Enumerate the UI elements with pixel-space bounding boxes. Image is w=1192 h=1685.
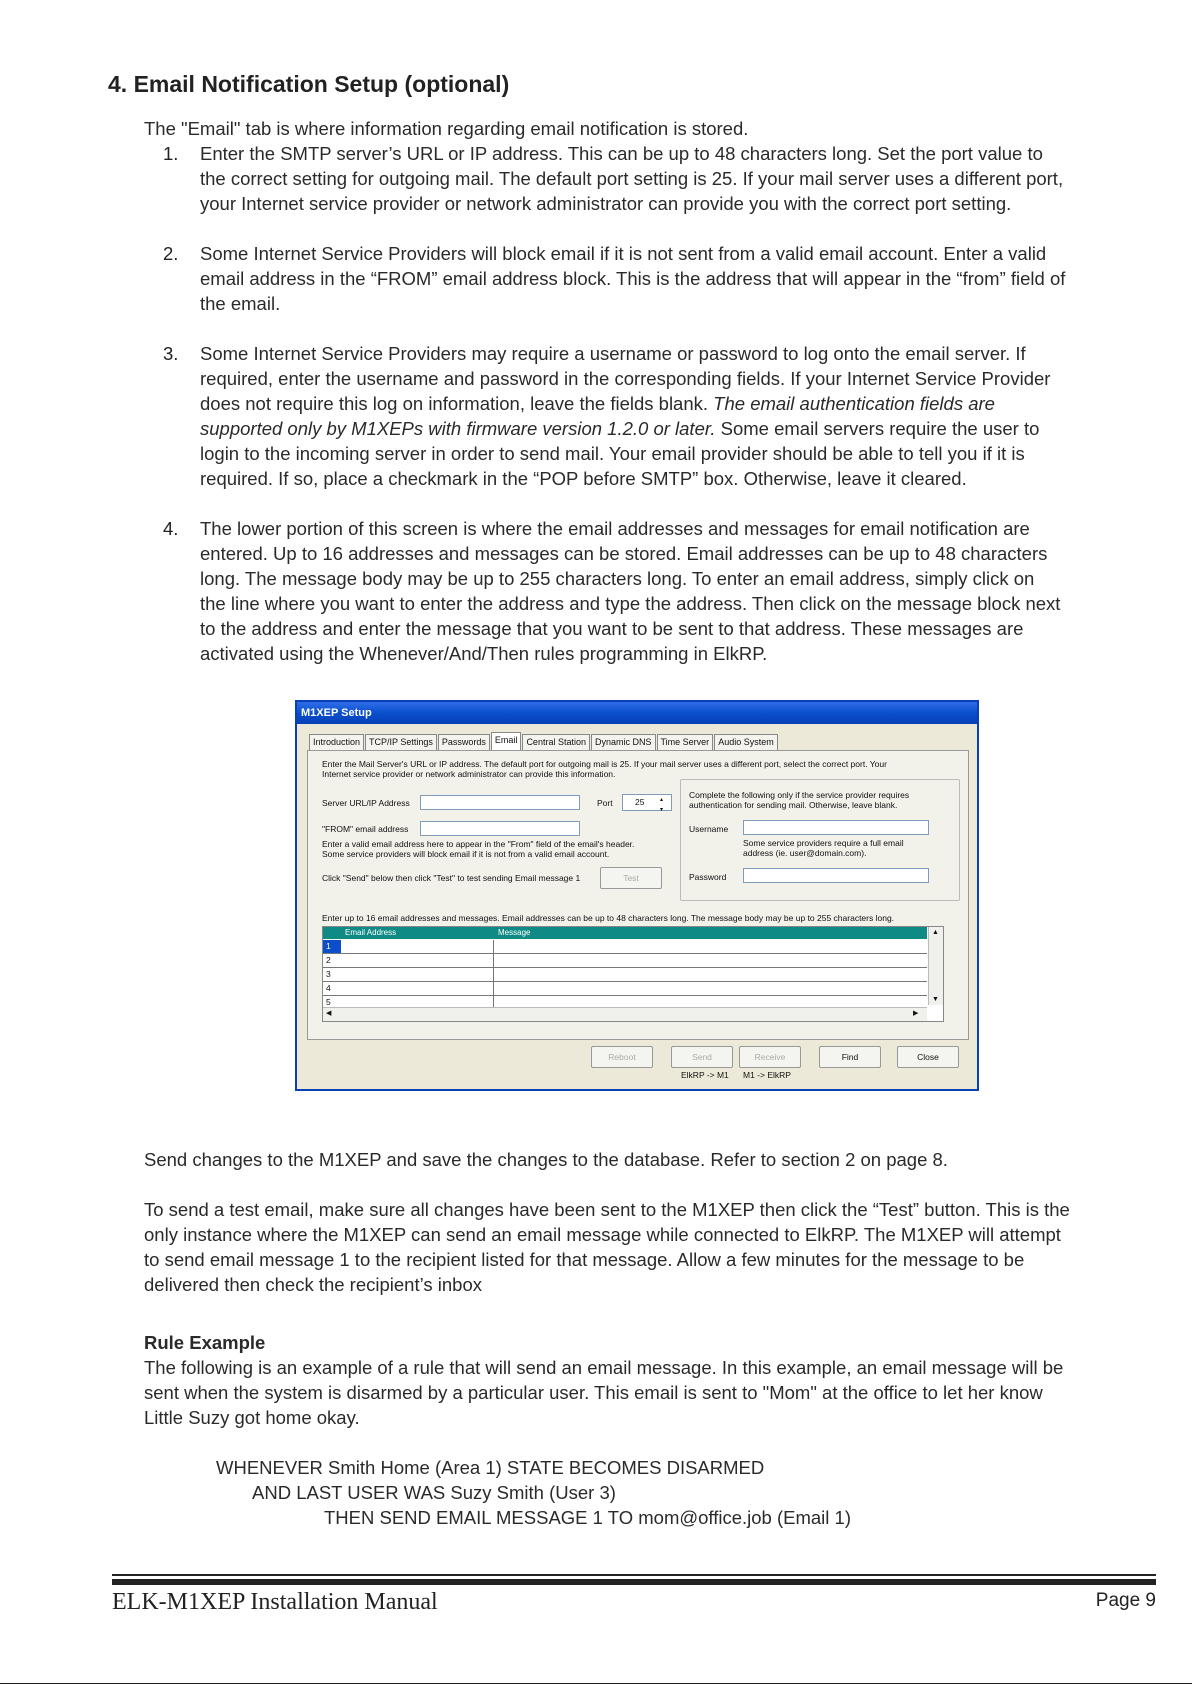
from-hint: Some service providers will block email if it is not from a valid email account.	[322, 849, 610, 859]
from-hint: Enter a valid email address here to appear in the "From" field of the email's header.	[322, 839, 635, 849]
row-number: 5	[326, 997, 331, 1007]
item-line: to the address and enter the message that you want to be sent to that address. These messages are	[200, 618, 1024, 639]
item-line: the email.	[200, 293, 281, 314]
item-number: 1.	[163, 143, 179, 164]
close-button[interactable]: Close	[897, 1046, 959, 1068]
row-number: 2	[326, 955, 331, 965]
test-email-paragraph	[144, 1197, 1070, 1297]
tab-tcpip[interactable]: TCP/IP Settings	[365, 734, 437, 750]
send-changes-text: Send changes to the M1XEP and save the changes to the database. Refer to section 2 on page 8.	[144, 1149, 948, 1170]
spin-arrows-icon[interactable]: ▴ ▾	[660, 797, 664, 813]
footer-divider-thick	[112, 1579, 1156, 1585]
row-number: 4	[326, 983, 331, 993]
rule-then: THEN SEND EMAIL MESSAGE 1 TO mom@office.job (Email 1)	[324, 1507, 851, 1528]
item-line: the line where you want to enter the address and type the address. Then click on the message block next	[200, 593, 1061, 614]
row-number: 1	[323, 940, 341, 953]
list-item-3	[200, 341, 1150, 491]
find-button[interactable]: Find	[819, 1046, 881, 1068]
dialog-title: M1XEP Setup	[297, 702, 977, 724]
send-button[interactable]: Send	[671, 1046, 733, 1068]
list-item-4	[200, 516, 1150, 666]
item-number: 4.	[163, 518, 179, 539]
port-stepper[interactable]	[622, 794, 672, 811]
section-title: 4. Email Notification Setup (optional)	[108, 71, 510, 97]
tab-dynamic-dns[interactable]: Dynamic DNS	[591, 734, 656, 750]
page-number: Page 9	[1095, 1590, 1156, 1611]
page-bottom-line	[0, 1683, 1192, 1684]
instruction-text: Internet service provider or network administrator can provide this information.	[322, 769, 616, 779]
tab-time-server[interactable]: Time Server	[657, 734, 714, 750]
item-line: your Internet service provider or network administrator can provide you with the correct port setting.	[200, 193, 1012, 214]
item-line: Some Internet Service Providers will block email if it is not sent from a valid email account. Enter a valid	[200, 243, 1047, 264]
item-line: email address in the “FROM” email address block. This is the address that will appear in the “from” field of	[200, 268, 1066, 289]
receive-button[interactable]: Receive	[739, 1046, 801, 1068]
grid-header	[323, 927, 927, 939]
tab-central-station[interactable]: Central Station	[522, 734, 590, 750]
grid-caption: Enter up to 16 email addresses and messages. Email addresses can be up to 48 characters long. The message body may be up to 255 characters long.	[322, 913, 895, 923]
tab-introduction[interactable]: Introduction	[309, 734, 364, 750]
table-row[interactable]	[323, 954, 927, 968]
item-line: login to the incoming server in order to send mail. Your email provider should be able to tell you if it is	[200, 443, 1025, 464]
from-email-input[interactable]	[420, 821, 580, 836]
scroll-right-icon[interactable]: ▶	[913, 1010, 919, 1017]
item-line: Some Internet Service Providers may require a username or password to log onto the email server. If	[200, 343, 1026, 364]
username-hint: Some service providers require a full email	[743, 838, 904, 848]
test-hint: Click "Send" below then click "Test" to test sending Email message 1	[322, 873, 581, 883]
row-number: 3	[326, 969, 331, 979]
table-row[interactable]	[323, 940, 927, 954]
auth-group	[680, 779, 960, 901]
item-line: long. The message body may be up to 255 characters long. To enter an email address, simply click on	[200, 568, 1035, 589]
scroll-left-icon[interactable]: ◀	[326, 1010, 332, 1017]
footer-manual-title: ELK-M1XEP Installation Manual	[112, 1589, 438, 1615]
column-header-email: Email Address	[345, 928, 397, 937]
port-value: 25	[635, 797, 645, 807]
paragraph-line: Little Suzy got home okay.	[144, 1407, 360, 1428]
item-line	[200, 416, 1150, 441]
item-italic-text: The email authentication fields are	[713, 393, 995, 414]
email-panel	[307, 750, 969, 1040]
paragraph-line: To send a test email, make sure all changes have been sent to the M1XEP then click the “Test” button. This is the	[144, 1199, 1070, 1220]
horizontal-scrollbar[interactable]	[323, 1007, 927, 1021]
rule-heading: Rule Example	[144, 1332, 266, 1353]
list-item-1	[200, 141, 1150, 216]
column-header-message: Message	[498, 928, 531, 937]
password-input[interactable]	[743, 868, 929, 883]
test-button[interactable]: Test	[600, 867, 662, 889]
tab-passwords[interactable]: Passwords	[438, 734, 490, 750]
table-row[interactable]	[323, 968, 927, 982]
paragraph-line: delivered then check the recipient’s inbox	[144, 1274, 483, 1295]
intro-text: The "Email" tab is where information regarding email notification is stored.	[144, 118, 749, 139]
paragraph-line: only instance where the M1XEP can send an email message while connected to ElkRP. The M1XEP will attempt	[144, 1224, 1061, 1245]
item-text: does not require this log on information, leave the fields blank.	[200, 393, 714, 414]
item-line: Enter the SMTP server’s URL or IP address. This can be up to 48 characters long. Set the port value to	[200, 143, 1043, 164]
scroll-down-icon[interactable]: ▼	[932, 996, 939, 1003]
tab-audio-system[interactable]: Audio System	[714, 734, 778, 750]
instruction-text: Enter the Mail Server's URL or IP address. The default port for outgoing mail is 25. If your mail server uses a different port, select the correct port. Your	[322, 759, 887, 769]
rule-description	[144, 1355, 1063, 1430]
list-item-2	[200, 241, 1150, 316]
item-number: 3.	[163, 343, 179, 364]
item-line: The lower portion of this screen is where the email addresses and messages for email notification are	[200, 518, 1030, 539]
item-number: 2.	[163, 243, 179, 264]
item-line: the correct setting for outgoing mail. The default port setting is 25. If your mail server uses a different port,	[200, 168, 1064, 189]
item-line: required. If so, place a checkmark in the “POP before SMTP” box. Otherwise, leave it cleared.	[200, 468, 967, 489]
rule-whenever: WHENEVER Smith Home (Area 1) STATE BECOMES DISARMED	[216, 1457, 765, 1478]
tab-bar	[309, 734, 779, 750]
rule-and: AND LAST USER WAS Suzy Smith (User 3)	[252, 1482, 616, 1503]
username-hint: address (ie. user@domain.com).	[743, 848, 867, 858]
tab-email[interactable]: Email	[491, 732, 522, 750]
paragraph-line: The following is an example of a rule that will send an email message. In this example, an email message will be	[144, 1357, 1064, 1378]
footer-divider	[112, 1574, 1156, 1576]
server-label: Server URL/IP Address	[322, 798, 410, 808]
receive-direction-label: M1 -> ElkRP	[743, 1070, 791, 1080]
item-line: activated using the Whenever/And/Then rules programming in ElkRP.	[200, 643, 768, 664]
reboot-button[interactable]: Reboot	[591, 1046, 653, 1068]
server-address-input[interactable]	[420, 795, 580, 810]
item-text: Some email servers require the user to	[715, 418, 1040, 439]
paragraph-line: to send email message 1 to the recipient listed for that message. Allow a few minutes for the message to be	[144, 1249, 1025, 1270]
item-line: entered. Up to 16 addresses and messages can be stored. Email addresses can be up to 48 characters	[200, 543, 1048, 564]
email-grid	[322, 926, 944, 1022]
send-direction-label: ElkRP -> M1	[681, 1070, 729, 1080]
scroll-up-icon[interactable]: ▲	[932, 929, 939, 936]
vertical-scrollbar[interactable]	[928, 927, 943, 1005]
username-label: Username	[689, 824, 729, 834]
port-label: Port	[597, 798, 613, 808]
item-line	[200, 391, 1150, 416]
paragraph-line: sent when the system is disarmed by a particular user. This email is sent to "Mom" at the office to let her know	[144, 1382, 1043, 1403]
table-row[interactable]	[323, 982, 927, 996]
item-line: required, enter the username and password in the corresponding fields. If your Internet Service Provider	[200, 368, 1051, 389]
from-label: "FROM" email address	[322, 824, 409, 834]
setup-dialog	[295, 700, 979, 1091]
username-input[interactable]	[743, 820, 929, 835]
auth-text: authentication for sending mail. Otherwise, leave blank.	[689, 800, 898, 810]
auth-text: Complete the following only if the service provider requires	[689, 790, 910, 800]
item-italic-text: supported only by M1XEPs with firmware version 1.2.0 or later.	[200, 418, 716, 439]
password-label: Password	[689, 872, 727, 882]
